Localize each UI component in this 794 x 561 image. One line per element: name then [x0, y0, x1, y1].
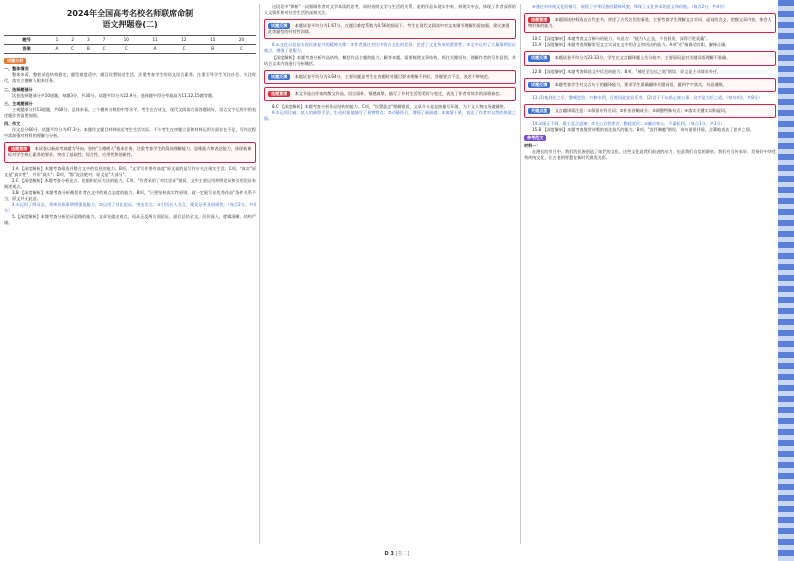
box-text: 本试卷以新高考真题为导向，坚持"立德树人"根本任务，注重考查学生的阅读理解能力、思维能力和表达能力，体现新课标对学生核心素养的要求，突出了基础性、综合性、应用性和创新性。 — [8, 146, 252, 158]
answer-table — [4, 35, 256, 54]
box-tag: 试题反馈 — [268, 23, 290, 29]
essay-tag: 参考范文 — [524, 135, 546, 141]
answer-table-row-label: 答案 — [4, 45, 49, 54]
answer-table-numbers-row — [4, 36, 256, 45]
feedback-box — [524, 51, 776, 65]
box-tag: 选题意图 — [528, 17, 550, 23]
box-tag: 选题意图 — [268, 91, 290, 97]
box-tag: 试题反馈 — [528, 82, 550, 88]
answer-item: 4.①运用了例证法，列举具体事例增强说服力；②运用了对比论证，突出论点；③引用名人名言，使论证更具权威性。（每点2分，共4分） — [4, 202, 256, 214]
answer-table-cell: C — [112, 45, 141, 54]
answer-table-cell: B — [81, 45, 97, 54]
answer-item: 6.①文化自信是实现民族复兴的精神支撑；②作者通过对比中西方文化的差异，论述了文化传承的重要性；③文中运用了大量事例论证观点，增强了说服力。 — [264, 42, 516, 54]
answer-table-cell: 10 — [112, 36, 141, 45]
section-heading: 四、作文 — [4, 121, 21, 127]
answer-table-cell: 3 — [81, 36, 97, 45]
box-text: 文言翻译需注意：①保留专有名词；②补出省略成分；③调整特殊句式；④落实关键实词和虚词。 — [554, 107, 730, 113]
box-text: 本文节选自作家的散文作品，语言质朴，情感真挚，描写了乡村生活的美好与变迁，表达了作者对故乡的深情眷恋。 — [294, 90, 504, 96]
section-text: 作文总分60分，试题平均分为47.3分。本题作文题目材料贴近考生生活实际，不少考生在审题立意和材料运用方面存在不足，写作过程中需加强对材料的理解与分析。 — [4, 127, 256, 139]
intent-box — [264, 87, 516, 101]
page-footer — [0, 550, 794, 557]
answer-item: 8.C 【深度解析】本题考查分析作品结构的能力。C项，"设置悬念"理解错误，文章开头是直接描写环境，为下文人物出场做铺垫。 — [272, 103, 508, 109]
column-divider — [520, 4, 521, 544]
answer-item: 【深度解析】本题考查分析作品结构、概括作品主题的能力。解答本题，需要梳理文章结构，抓住关键语句，理解作者的写作意图，并结合文本内容进行分析概括。 — [264, 54, 516, 66]
answer-table-cell: A — [49, 45, 65, 54]
box-text: 本题试卷平均分为3.64分，主要问题是考生在答题时对题目要求理解不到位，答题要点不全，表述不够规范。 — [294, 73, 493, 79]
section-heading: 二、选择题部分 — [4, 86, 33, 92]
page-title: 2024年全国高考名校名师联席命制 — [66, 9, 194, 18]
column-1 — [4, 4, 256, 226]
answer-item: 11.A 【深度解析】本题考查理解常见文言实词在文中的含义和用法的能力。A项"迁"指调动官职，解释正确。 — [532, 42, 730, 48]
section-text: 主观题部分共13道题，共60分，总体来看，三个模块分数的中等水平，考生在古诗文、现代文阅读方面答题较好，语言文字运用中的表述题作答需要加强。 — [4, 106, 256, 118]
answer-table-cell: C — [227, 45, 256, 54]
answer-table-cell: C — [65, 45, 81, 54]
answer-item: 这段话中"辨析"一词强调作者对文学本质的思考，同时表明文学与生活的关系，说明作品从现实中来、到现实中去，体现了作者深厚的人文情怀和对社会生活的深刻关注。 — [264, 4, 516, 16]
answer-item: 3.B 【深度解析】本题考查分析概括作者在文中的观点态度的能力。B项，"只要坚持真实性原则，就一定能写出优秀作品"条件关系不当，原文并无此意。 — [4, 189, 256, 201]
answer-table-cell: 11 — [141, 36, 170, 45]
intent-box — [4, 142, 256, 162]
essay-title: 材料一： — [524, 143, 541, 149]
box-tag: 试题反馈 — [528, 55, 550, 61]
answer-table-cell: C — [96, 45, 112, 54]
answer-table-cell: 12 — [170, 36, 199, 45]
feedback-box — [264, 19, 516, 39]
section-heading: 一、整体情况 — [4, 66, 29, 72]
answer-table-cell: C — [170, 45, 199, 54]
answer-item: 1.A 【深度解析】本题考查筛选并整合文中的信息的能力。B项，"文学写作要有高度"原文说的是写作应关注现实生活；C项，"真实"原文是"真实性"，并非"真实"；D项，"都"说法绝对，原文是"大部分"。 — [4, 165, 256, 177]
page-subtitle: 语文押题卷(二) — [102, 20, 158, 29]
analysis-tag: 试题分析 — [4, 58, 26, 64]
answer-item: 5.【深度解析】本题考查分析论证思路的能力。文章先提出观点，再从正反两方面论证，最后总结全文，层层深入，逻辑清晰，结构严谨。 — [4, 214, 256, 226]
box-text: 本题阅读材料选自古代史书，讲述了古代名臣的事迹，主要考查学生理解文言实词、虚词的含义，把握文章内容，体会人物形象的能力。 — [528, 17, 772, 29]
column-3 — [524, 4, 776, 162]
answer-item: 13.(1)他到任之后，整顿吏治，兴修水利，百姓因此安居乐业。(2)君子不以私心废公事，这才是为臣之道。（每句4分，共8分） — [532, 94, 763, 100]
box-tag: 试题反馈 — [268, 74, 290, 80]
answer-item: 12.B 【深度解析】本题考查筛选文中信息的能力。B项，"被贬至边远之地"错误，原文是主动请求外任。 — [532, 68, 722, 74]
answer-item: 14.①刚正不阿，敢于直言进谏；②关心百姓疾苦，勤政爱民；③廉洁奉公，不谋私利。（每点1分，共3分） — [532, 120, 725, 126]
box-text: 本题试卷平均分为23.33分，学生在文言翻译题上失分较多，主要原因是对关键词语理解不准确。 — [554, 55, 731, 61]
section-text: 试卷选择题部分共10道题，每题3分，共30分。试题平均分为22.9分，选择题中得分率最高为11,12,15题等题。 — [12, 92, 217, 98]
column-2 — [264, 4, 516, 122]
answer-table-answers-row — [4, 45, 256, 54]
page-number: D 3 — [384, 551, 394, 557]
answer-table-cell: B — [198, 45, 227, 54]
answer-table-cell: 1 — [49, 36, 65, 45]
side-stripe-decoration — [778, 0, 794, 561]
feedback-box — [264, 70, 516, 84]
box-text: 本题考查学生对文言句子的翻译能力，要求学生准确翻译关键词语，做到字字落实，句意通顺。 — [554, 81, 727, 87]
tip-box — [524, 104, 776, 118]
page-note: [卷二] — [395, 551, 410, 557]
box-text: 本题试卷平均分为1.67分，在题目难度系数为0.56的情况下，考生在现代文阅读中对文本细节理解仍需加强，建议加强此类题型的针对性训练。 — [268, 23, 510, 35]
answer-table-row-label: 题号 — [4, 36, 49, 45]
section-text: 整体来看，整套试卷结构稳定，题型难度适中，题目设置贴近生活，注重考查学生的语文综合素养，注重引导学生关注社会、关注时代，落实立德树人根本任务。 — [4, 72, 256, 84]
intent-box — [524, 13, 776, 33]
answer-table-cell: 20 — [227, 36, 256, 45]
box-tag: 选题意图 — [8, 146, 30, 152]
answer-item: 9.①运用比喻、拟人的修辞手法，生动形象地描写了景物特点；②动静结合，增强了画面感；③寓情于景，表达了作者对自然的热爱之情。 — [264, 110, 516, 122]
answer-item: 10.C 【深度解析】本题考查文言断句的能力。句意为："他为人正直，不畏权贵，深得百姓爱戴"。 — [532, 36, 711, 42]
answer-item: ④通过对传统文化的描写，展现了中华民族的精神风貌，体现了文化传承的意义和价值。（每点2分，共4分） — [532, 4, 728, 9]
feedback-box — [524, 78, 776, 92]
answer-item: 2.C 【深度解析】本题考查分析论点、论据和论证方法的能力。C项，"作者采用了对比论证"错误，文中主要运用举例论证和引用论证来阐述观点。 — [4, 177, 256, 189]
column-divider — [259, 4, 260, 544]
essay-text: 在漫长的岁月中，我们的民族创造了灿烂的文化，这些文化是我们前进的动力，也是我们自信的源泉。我们应当传承好、发扬好中华优秀传统文化，让古老的智慧在新时代焕发光彩。 — [524, 149, 776, 161]
section-heading: 三、主观题部分 — [4, 100, 33, 106]
answer-table-cell: 15 — [198, 36, 227, 45]
answer-item: 15.B 【深度解析】本题考查鉴赏诗歌的表达技巧的能力。B项，"直抒胸臆"错误，诗句借景抒情，含蓄地表达了思乡之情。 — [532, 127, 754, 133]
answer-table-cell: A — [141, 45, 170, 54]
answer-table-cell: 7 — [96, 36, 112, 45]
answer-table-cell: 2 — [65, 36, 81, 45]
box-tag: 关键点拨 — [528, 108, 550, 114]
